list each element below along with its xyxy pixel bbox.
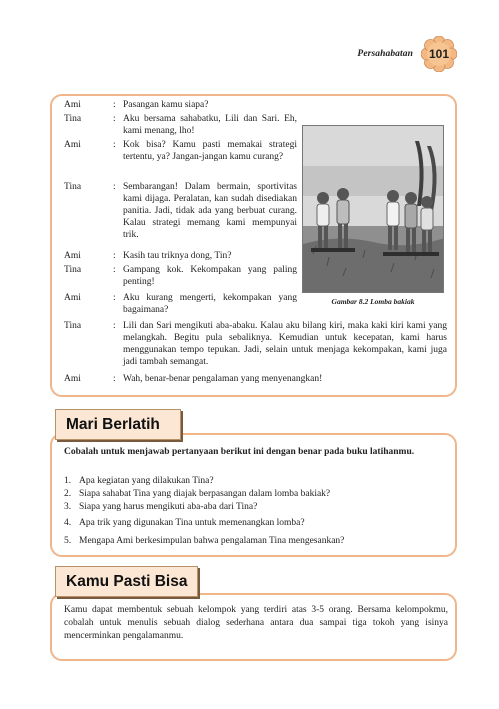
dialog-text: Sembarangan! Dalam bermain, sportivitas kami dijaga. Peralatan, kan sudah disediakan panitia. Jadi, tidak ada yang berbuat curang. Kalau strategi memang kami mempunyai trik.: [123, 182, 297, 240]
question-item: 2. Siapa sahabat Tina yang diajak berpasangan dalam lomba bakiak?: [64, 489, 331, 499]
dialog-text: Kok bisa? Kamu pasti memakai strategi tertentu, ya? Jangan-jangan kamu curang?: [123, 140, 297, 162]
speaker: Tina: [64, 321, 82, 331]
dialog-text: Kasih tau triknya dong, Tin?: [123, 251, 232, 261]
dialog-text: Gampang kok. Kekompakan yang paling penting!: [123, 265, 297, 287]
speaker: Ami: [64, 140, 81, 150]
page-number-badge: [421, 36, 457, 72]
speaker: Tina: [64, 182, 82, 192]
bakiak-race-illustration: [303, 126, 444, 293]
speaker: Ami: [64, 293, 81, 303]
speaker: Ami: [64, 100, 81, 110]
question-item: 4. Apa trik yang digunakan Tina untuk memenangkan lomba?: [64, 518, 305, 528]
question-item: 1. Apa kegiatan yang dilakukan Tina?: [64, 476, 214, 486]
question-item: 3. Siapa yang harus mengikuti aba-aba dari Tina?: [64, 502, 258, 512]
dialog-text: Aku kurang mengerti, kekompakan yang bagaimana?: [123, 293, 297, 315]
dialog-text: Pasangan kamu siapa?: [123, 100, 209, 110]
section-title-kamu-pasti-bisa: Kamu Pasti Bisa: [55, 566, 198, 597]
chapter-title: Persahabatan: [357, 49, 413, 59]
dialog-text: Wah, benar-benar pengalaman yang menyenangkan!: [123, 374, 323, 384]
speaker: Ami: [64, 374, 81, 384]
speaker: Tina: [64, 114, 82, 124]
speaker: Tina: [64, 265, 82, 275]
figure-caption: Gambar 8.2 Lomba bakiak: [331, 297, 415, 306]
section-title-mari-berlatih: Mari Berlatih: [55, 409, 181, 440]
exercise-instruction: Cobalah untuk menjawab pertanyaan berikut ini dengan benar pada buku latihanmu.: [64, 447, 415, 457]
task-text: Kamu dapat membentuk sebuah kelompok yang terdiri atas 3-5 orang. Bersama kelompokmu, cobalah untuk menulis sebuah dialog sederhana antara dua sampai tiga tokoh yang isinya mencerminkan pengalamanmu.: [64, 605, 448, 641]
dialog-text: Aku bersama sahabatku, Lili dan Sari. Eh, kami menang, lho!: [123, 114, 297, 136]
figure-photo: [302, 125, 444, 293]
question-item: 5. Mengapa Ami berkesimpulan bahwa pengalaman Tina mengesankan?: [64, 536, 345, 546]
dialog-text: Lili dan Sari mengikuti aba-abaku. Kalau aku bilang kiri, maka kaki kiri kami yang melangkah. Begitu pula sebaliknya. Kemudian untuk kecepatan, kami harus menggunakan tempo tepukan. Jadi, selain untuk menjaga kekompakan, kami juga jadi tambah semangat.: [123, 321, 447, 367]
speaker: Ami: [64, 251, 81, 261]
page-number: 101: [428, 47, 450, 61]
